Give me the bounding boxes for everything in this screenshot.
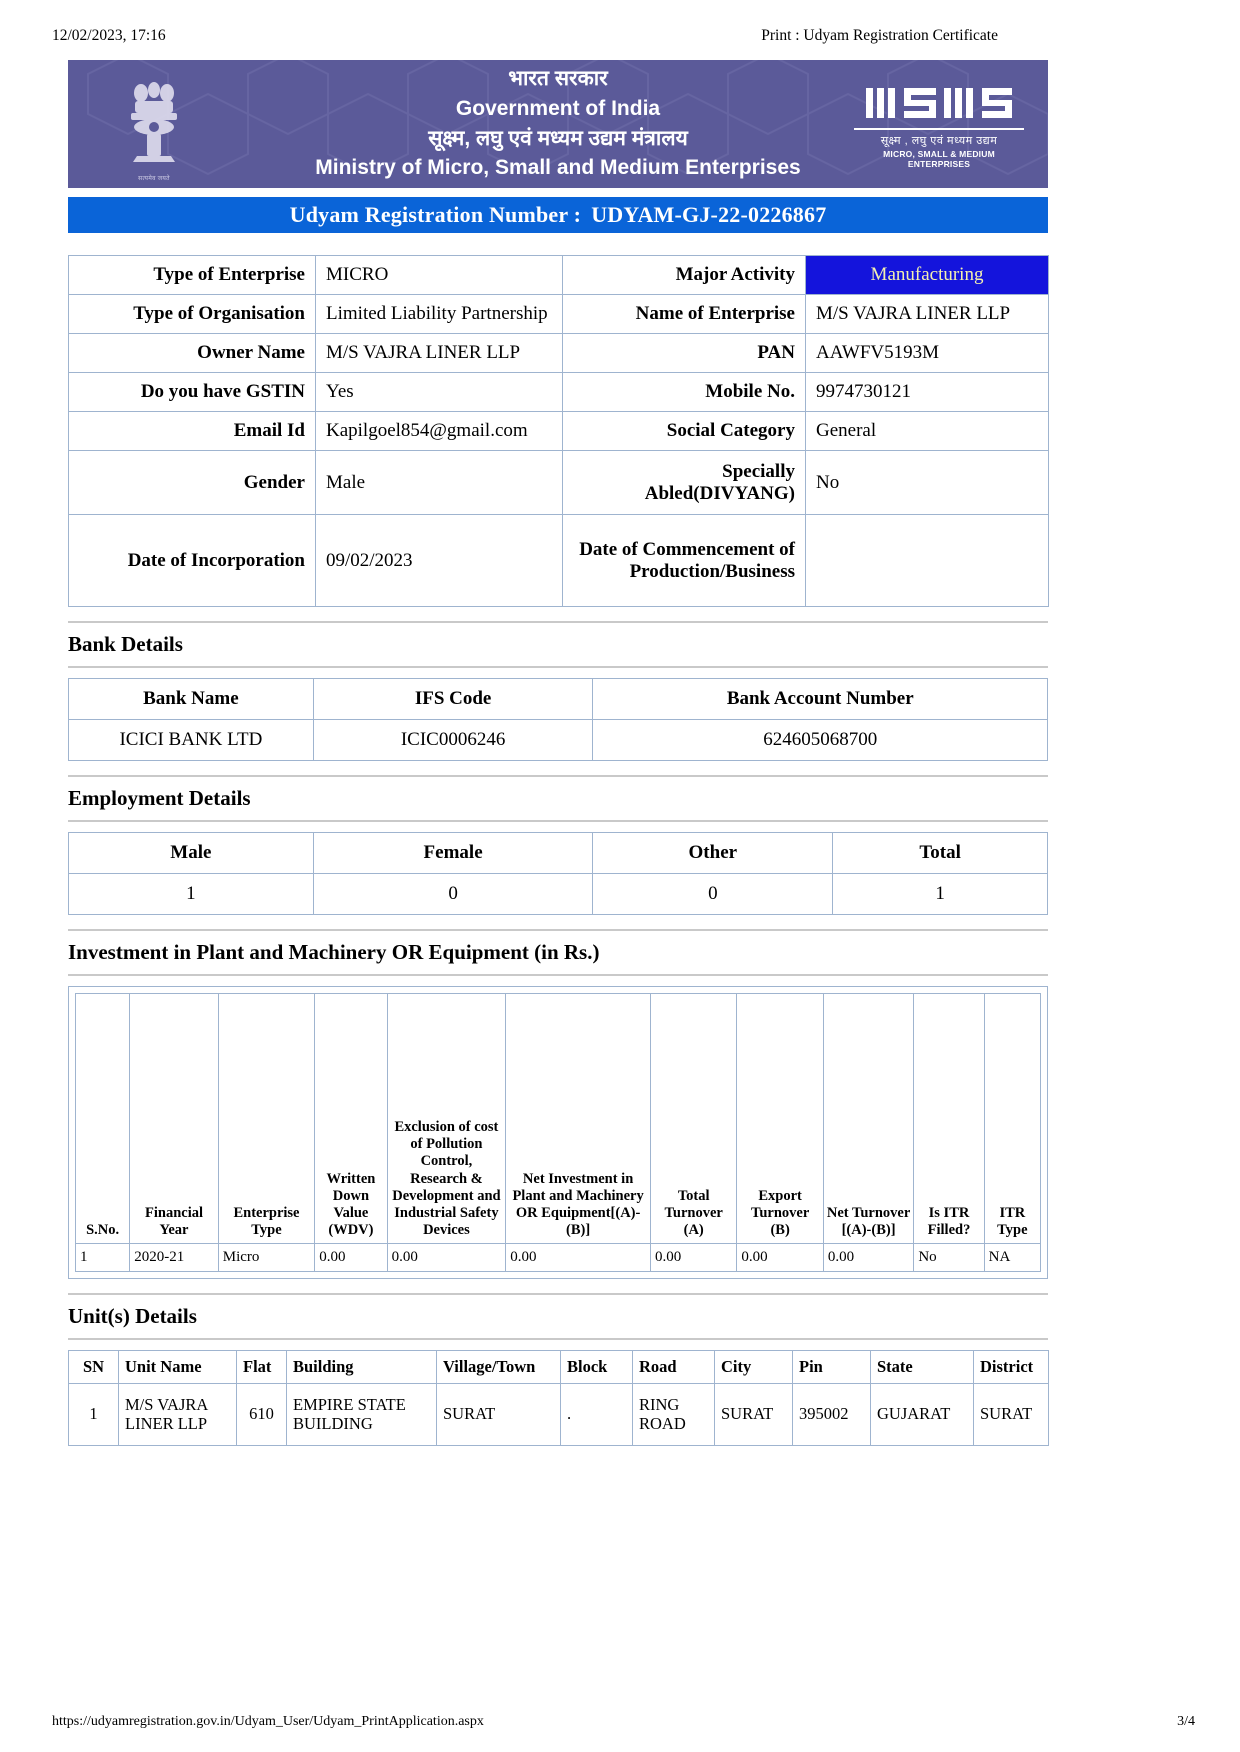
header-state: State: [871, 1351, 974, 1384]
label-type-of-enterprise: Type of Enterprise: [69, 256, 316, 295]
footer-url: https://udyamregistration.gov.in/Udyam_User/Udyam_PrintApplication.aspx: [52, 1714, 484, 1729]
cell-total-turnover: 0.00: [650, 1244, 736, 1272]
value-gender: Male: [316, 451, 563, 515]
cell-written-down-value: 0.00: [315, 1244, 387, 1272]
header-itr-type: ITR Type: [984, 994, 1040, 1244]
cell-net-turnover: 0.00: [823, 1244, 913, 1272]
cell-financial-year: 2020-21: [130, 1244, 218, 1272]
label-social-category: Social Category: [563, 412, 806, 451]
cell-road: RING ROAD: [633, 1383, 715, 1445]
cell-block: .: [561, 1383, 633, 1445]
value-pan: AAWFV5193M: [806, 334, 1049, 373]
header-other: Other: [593, 833, 833, 874]
header-road: Road: [633, 1351, 715, 1384]
print-header: [0, 27, 1240, 45]
table-row: [69, 256, 1049, 295]
label-type-of-organisation: Type of Organisation: [69, 295, 316, 334]
banner-english-government: Government of India: [455, 96, 661, 120]
section-divider-bottom: [68, 820, 1048, 822]
cell-female-count: 0: [313, 874, 593, 915]
value-date-of-commencement: [806, 515, 1049, 607]
msme-logo-english: MICRO, SMALL & MEDIUM ENTERPRISES: [883, 149, 995, 169]
bank-details-title: Bank Details: [68, 632, 183, 656]
cell-unit-name: M/S VAJRA LINER LLP: [119, 1383, 237, 1445]
cell-total-count: 1: [833, 874, 1048, 915]
employment-details-table: [68, 832, 1048, 915]
cell-bank-account-number: 624605068700: [593, 720, 1048, 761]
investment-title: Investment in Plant and Machinery OR Equipment (in Rs.): [68, 940, 600, 964]
value-email-id: Kapilgoel854@gmail.com: [316, 412, 563, 451]
value-owner-name: M/S VAJRA LINER LLP: [316, 334, 563, 373]
table-row: [69, 334, 1049, 373]
table-header-row: [76, 994, 1041, 1244]
table-row: [69, 451, 1049, 515]
header-bank-account-number: Bank Account Number: [593, 679, 1048, 720]
investment-table-frame: [68, 986, 1048, 1279]
cell-city: SURAT: [715, 1383, 793, 1445]
table-row: [69, 412, 1049, 451]
footer-page-number: 3/4: [1177, 1714, 1195, 1729]
print-footer: [0, 1714, 1240, 1730]
value-type-of-enterprise: MICRO: [316, 256, 563, 295]
cell-pin: 395002: [793, 1383, 871, 1445]
value-gstin: Yes: [316, 373, 563, 412]
cell-district: SURAT: [974, 1383, 1049, 1445]
section-divider-bottom: [68, 974, 1048, 976]
investment-table: [75, 993, 1041, 1272]
header-male: Male: [69, 833, 314, 874]
header-net-investment: Net Investment in Plant and Machinery OR Equipment[(A)-(B)]: [506, 994, 651, 1244]
cell-flat: 610: [237, 1383, 287, 1445]
emblem-motto: सत्यमेव जयते: [138, 176, 170, 182]
value-social-category: General: [806, 412, 1049, 451]
header-building: Building: [287, 1351, 437, 1384]
header-net-turnover: Net Turnover [(A)-(B)]: [823, 994, 913, 1244]
msme-logo: [854, 80, 1024, 169]
employment-details-title: Employment Details: [68, 786, 251, 810]
cell-state: GUJARAT: [871, 1383, 974, 1445]
cell-male-count: 1: [69, 874, 314, 915]
employment-details-section: [68, 775, 1048, 915]
value-date-of-incorporation: 09/02/2023: [316, 515, 563, 607]
header-village-town: Village/Town: [437, 1351, 561, 1384]
government-banner: [68, 60, 1048, 188]
table-row: [69, 720, 1048, 761]
banner-english-ministry: Ministry of Micro, Small and Medium Enterprises: [315, 156, 801, 180]
label-name-of-enterprise: Name of Enterprise: [563, 295, 806, 334]
header-city: City: [715, 1351, 793, 1384]
label-major-activity: Major Activity: [563, 256, 806, 295]
header-total-turnover: Total Turnover (A): [650, 994, 736, 1244]
label-mobile-no: Mobile No.: [563, 373, 806, 412]
cell-sno: 1: [76, 1244, 130, 1272]
header-is-itr-filled: Is ITR Filled?: [914, 994, 984, 1244]
header-female: Female: [313, 833, 593, 874]
header-enterprise-type: Enterprise Type: [218, 994, 315, 1244]
label-date-of-incorporation: Date of Incorporation: [69, 515, 316, 607]
header-financial-year: Financial Year: [130, 994, 218, 1244]
label-owner-name: Owner Name: [69, 334, 316, 373]
header-written-down-value: Written Down Value (WDV): [315, 994, 387, 1244]
cell-is-itr-filled: No: [914, 1244, 984, 1272]
header-flat: Flat: [237, 1351, 287, 1384]
table-header-row: [69, 833, 1048, 874]
msme-wordmark-icon: [864, 82, 1014, 124]
label-specially-abled: Specially Abled(DIVYANG): [563, 451, 806, 515]
header-total: Total: [833, 833, 1048, 874]
cell-exclusion-of-cost: 0.00: [387, 1244, 506, 1272]
cell-enterprise-type: Micro: [218, 1244, 315, 1272]
table-row: [69, 874, 1048, 915]
msme-logo-mark-icon: [854, 80, 1024, 124]
registration-number-label: Udyam Registration Number :: [289, 202, 582, 227]
section-divider-bottom: [68, 1338, 1048, 1340]
ashoka-emblem-icon: [114, 70, 194, 182]
cell-ifs-code: ICIC0006246: [313, 720, 593, 761]
cell-itr-type: NA: [984, 1244, 1040, 1272]
header-unit-name: Unit Name: [119, 1351, 237, 1384]
header-sno: S.No.: [76, 994, 130, 1244]
header-pin: Pin: [793, 1351, 871, 1384]
table-row: [69, 295, 1049, 334]
registration-number-value: UDYAM-GJ-22-0226867: [591, 202, 827, 227]
label-date-of-commencement: Date of Commencement of Production/Business: [563, 515, 806, 607]
investment-section: [68, 929, 1048, 1279]
print-title: Print : Udyam Registration Certificate: [761, 27, 998, 44]
print-datetime: 12/02/2023, 17:16: [52, 27, 166, 44]
header-bank-name: Bank Name: [69, 679, 314, 720]
banner-text-block: [315, 66, 800, 183]
cell-export-turnover: 0.00: [737, 1244, 823, 1272]
header-exclusion-of-cost: Exclusion of cost of Pollution Control, Research & Development and Industrial Safety Devices: [387, 994, 506, 1244]
value-type-of-organisation: Limited Liability Partnership: [316, 295, 563, 334]
lion-capital-icon: [117, 77, 191, 173]
header-ifs-code: IFS Code: [313, 679, 593, 720]
table-row: [69, 515, 1049, 607]
msme-logo-hindi: सूक्ष्म , लघु एवं मध्यम उद्यम: [854, 128, 1024, 148]
header-sn: SN: [69, 1351, 119, 1384]
table-header-row: [69, 679, 1048, 720]
cell-village-town: SURAT: [437, 1383, 561, 1445]
cell-net-investment: 0.00: [506, 1244, 651, 1272]
bank-details-section: [68, 621, 1048, 761]
section-divider-bottom: [68, 666, 1048, 668]
certificate-content: [68, 60, 1048, 1446]
table-row: [69, 373, 1049, 412]
header-district: District: [974, 1351, 1049, 1384]
value-specially-abled: No: [806, 451, 1049, 515]
registration-number-bar: [68, 197, 1048, 233]
units-details-table: [68, 1350, 1049, 1446]
cell-sn: 1: [69, 1383, 119, 1445]
label-email-id: Email Id: [69, 412, 316, 451]
label-gender: Gender: [69, 451, 316, 515]
value-major-activity: Manufacturing: [806, 256, 1049, 295]
cell-building: EMPIRE STATE BUILDING: [287, 1383, 437, 1445]
header-block: Block: [561, 1351, 633, 1384]
banner-hindi-government: भारत सरकार: [508, 66, 608, 90]
table-row: [76, 1244, 1041, 1272]
table-header-row: [69, 1351, 1049, 1384]
enterprise-details-table: [68, 255, 1049, 607]
value-mobile-no: 9974730121: [806, 373, 1049, 412]
units-details-title: Unit(s) Details: [68, 1304, 197, 1328]
table-row: [69, 1383, 1049, 1445]
units-details-section: [68, 1293, 1048, 1446]
label-pan: PAN: [563, 334, 806, 373]
banner-hindi-ministry: सूक्ष्म, लघु एवं मध्यम उद्यम मंत्रालय: [428, 126, 688, 150]
label-gstin: Do you have GSTIN: [69, 373, 316, 412]
cell-other-count: 0: [593, 874, 833, 915]
value-name-of-enterprise: M/S VAJRA LINER LLP: [806, 295, 1049, 334]
bank-details-table: [68, 678, 1048, 761]
header-export-turnover: Export Turnover (B): [737, 994, 823, 1244]
cell-bank-name: ICICI BANK LTD: [69, 720, 314, 761]
